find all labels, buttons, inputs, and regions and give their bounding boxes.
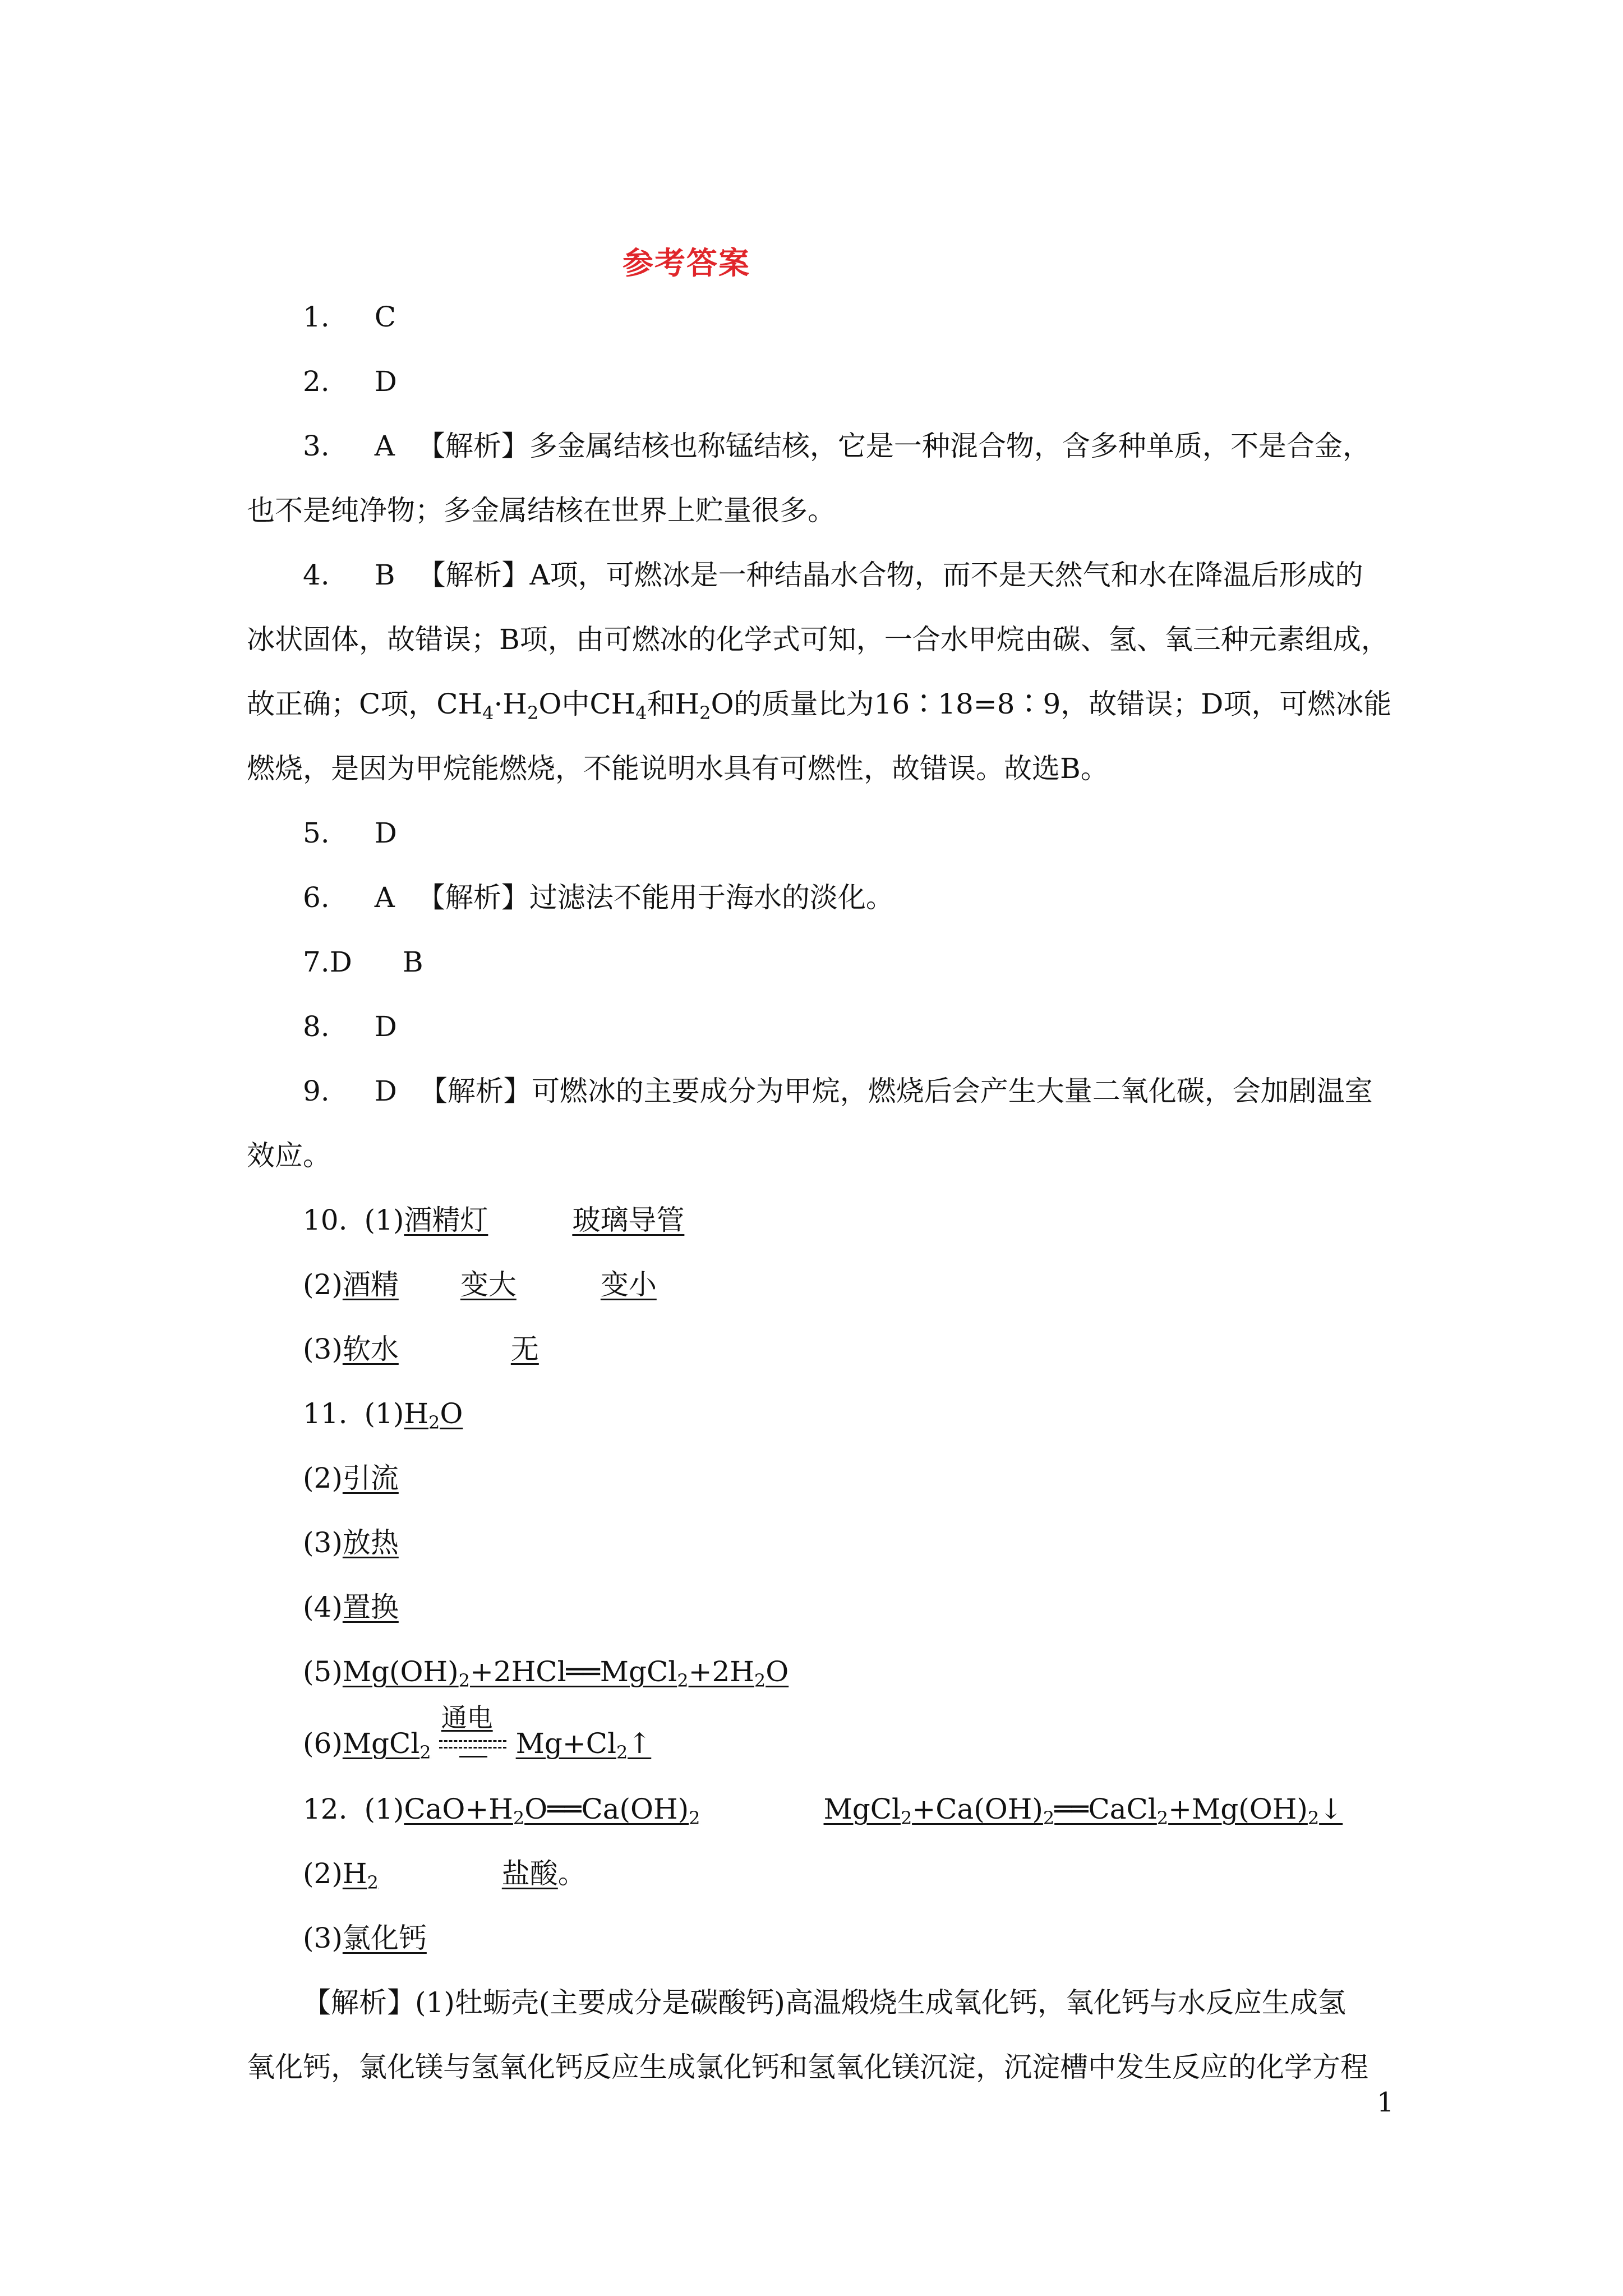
answer-blank: MgCl$_2$ xyxy=(342,1727,431,1763)
analysis-text: 多金属结核也称锰结核，它是一种混合物，含多种单质，不是合金， xyxy=(529,430,1371,462)
analysis-tag: 【解析】 xyxy=(417,559,530,591)
question-number: 12. xyxy=(303,1793,348,1825)
analysis-text: O的质量比为16∶18=8∶9，故错误；D项，可燃冰能 xyxy=(711,688,1392,720)
answer-blank: $Mg(OH)_2+2HCl══MgCl_2+2H_2O$ xyxy=(342,1655,789,1691)
answer-line-1 xyxy=(303,300,396,334)
condition-label: 通电 xyxy=(441,1703,493,1733)
answer: D xyxy=(374,1075,397,1107)
answer-line-11-3 xyxy=(303,1526,399,1559)
reaction-condition xyxy=(436,1703,511,1763)
analysis-text: 也不是纯净物；多金属结核在世界上贮量很多。 xyxy=(247,494,836,527)
analysis-text: 氧化钙，氯化镁与氢氧化钙反应生成氯化钙和氢氧化镁沉淀，沉淀槽中发生反应的化学方程 xyxy=(247,2051,1368,2083)
question-number: 2. xyxy=(303,365,330,398)
answer: D xyxy=(374,365,397,398)
answer: B xyxy=(402,946,423,978)
part-label: (1) xyxy=(364,1204,404,1236)
answer-line-10 xyxy=(303,1203,684,1237)
question-number: 10. xyxy=(303,1204,348,1236)
analysis-text: 和H xyxy=(647,688,700,720)
analysis-text: (1)牡蛎壳(主要成分是碳酸钙)高温煅烧生成氧化钙，氧化钙与水反应生成氢 xyxy=(415,1986,1346,2019)
analysis-text: 效应。 xyxy=(247,1139,331,1172)
part-label: (2) xyxy=(303,1462,343,1494)
answer-blank: $H_2$ xyxy=(342,1857,379,1893)
answer-line-11-4 xyxy=(303,1590,399,1624)
answer: D xyxy=(374,817,397,849)
answer-line-3-cont xyxy=(247,494,836,527)
answer-blank: 玻璃导管 xyxy=(572,1204,685,1236)
analysis-text: O中CH xyxy=(538,688,636,720)
analysis-paragraph-cont xyxy=(247,2050,1368,2084)
analysis-tag: 【解析】 xyxy=(419,1075,532,1107)
answer-blank: $H_2O$ xyxy=(404,1397,463,1433)
part-label: (2) xyxy=(303,1857,343,1890)
part-label: (2) xyxy=(303,1268,343,1301)
answer-line-11-5 xyxy=(303,1655,789,1691)
answer-line-9-cont xyxy=(247,1139,331,1172)
answer-line-10-3 xyxy=(303,1332,539,1366)
analysis-tag: 【解析】 xyxy=(303,1986,415,2019)
question-number: 6. xyxy=(303,881,330,914)
answer-line-12-2: $(2)H_2$ 盐酸。 xyxy=(303,1857,586,1893)
part-label: (1) xyxy=(364,1793,404,1825)
question-number: 3. xyxy=(303,430,330,462)
answer-line-12 xyxy=(303,1792,1343,1829)
answer: D xyxy=(374,1010,397,1043)
question-number: 11. xyxy=(303,1397,348,1430)
answer-blank: 氯化钙 xyxy=(342,1922,427,1954)
part-label: (3) xyxy=(303,1922,343,1954)
part-label: (1) xyxy=(364,1397,404,1430)
answer: D xyxy=(329,946,352,978)
part-label: (4) xyxy=(303,1591,343,1623)
analysis-text: 故正确；C项，CH xyxy=(247,688,483,720)
answer-line-8 xyxy=(303,1010,397,1043)
answer-blank: 酒精 xyxy=(342,1268,399,1301)
part-label: (3) xyxy=(303,1526,343,1559)
answer: A xyxy=(374,881,395,914)
subscript: 4 xyxy=(635,702,647,724)
answer-line-4-cont2 xyxy=(247,687,1392,724)
answer-line-3 xyxy=(303,429,1371,463)
subscript: 2 xyxy=(699,702,711,724)
answer: A xyxy=(374,430,395,462)
answer-line-6 xyxy=(303,881,894,914)
question-number: 9. xyxy=(303,1075,330,1107)
answer-blank: $MgCl_2+Ca(OH)_2══CaCl_2+Mg(OH)_2↓$ xyxy=(823,1793,1343,1829)
answer-line-5 xyxy=(303,816,397,850)
question-number: 4. xyxy=(303,559,330,591)
answer-line-11-6 xyxy=(303,1703,652,1763)
answer: C xyxy=(374,301,396,333)
analysis-tag: 【解析】 xyxy=(417,881,529,914)
page-title: 参考答案 xyxy=(623,245,751,281)
answer-blank: 盐酸 xyxy=(501,1857,558,1890)
answer-line-4-cont3 xyxy=(247,752,1109,785)
answer-blank: 引流 xyxy=(342,1462,399,1494)
answer-blank: $CaO+H_2O══Ca(OH)_2$ xyxy=(404,1793,700,1829)
answer-blank: 变大 xyxy=(460,1268,517,1301)
answer-line-9 xyxy=(303,1074,1373,1108)
analysis-text: 过滤法不能用于海水的淡化。 xyxy=(529,881,894,914)
question-number: 5. xyxy=(303,817,330,849)
answer-line-11-2 xyxy=(303,1461,399,1495)
answer-line-12-3 xyxy=(303,1921,427,1955)
part-label: (6) xyxy=(303,1727,343,1760)
answer-blank: 软水 xyxy=(342,1333,399,1365)
subscript: 2 xyxy=(527,702,539,724)
answer-blank: 无 xyxy=(510,1333,539,1365)
analysis-text: ·H xyxy=(494,688,527,720)
question-number: 7. xyxy=(303,946,330,978)
answer-line-2 xyxy=(303,365,397,398)
answer-blank: 放热 xyxy=(342,1526,399,1559)
answer-line-11 xyxy=(303,1397,463,1433)
analysis-text: 燃烧，是因为甲烷能燃烧，不能说明水具有可燃性，故错误。故选B。 xyxy=(247,752,1109,785)
question-number: 8. xyxy=(303,1010,330,1043)
answer-blank: 置换 xyxy=(342,1591,399,1623)
question-number: 1. xyxy=(303,301,330,333)
answer-blank: 酒精灯 xyxy=(404,1204,488,1236)
analysis-text: A项，可燃冰是一种结晶水合物，而不是天然气和水在降温后形成的 xyxy=(529,559,1363,591)
analysis-tag: 【解析】 xyxy=(417,430,529,462)
answer-line-10-2 xyxy=(303,1268,657,1301)
answer-line-4 xyxy=(303,558,1363,592)
part-label: (5) xyxy=(303,1655,343,1688)
answer-blank: 变小 xyxy=(600,1268,657,1301)
analysis-paragraph xyxy=(303,1986,1346,2019)
answer-blank: $Mg+Cl_2↑$ xyxy=(515,1727,652,1763)
analysis-text: 可燃冰的主要成分为甲烷，燃烧后会产生大量二氧化碳，会加剧温室 xyxy=(531,1075,1373,1107)
answer-line-4-cont xyxy=(247,623,1389,656)
answer: B xyxy=(374,559,395,591)
page-number: 1 xyxy=(1377,2087,1394,2118)
analysis-text: 冰状固体，故错误；B项，由可燃冰的化学式可知，一合水甲烷由碳、氢、氧三种元素组成， xyxy=(247,623,1389,656)
answer-line-7 xyxy=(303,945,423,979)
part-label: (3) xyxy=(303,1333,343,1365)
subscript: 4 xyxy=(482,702,494,724)
